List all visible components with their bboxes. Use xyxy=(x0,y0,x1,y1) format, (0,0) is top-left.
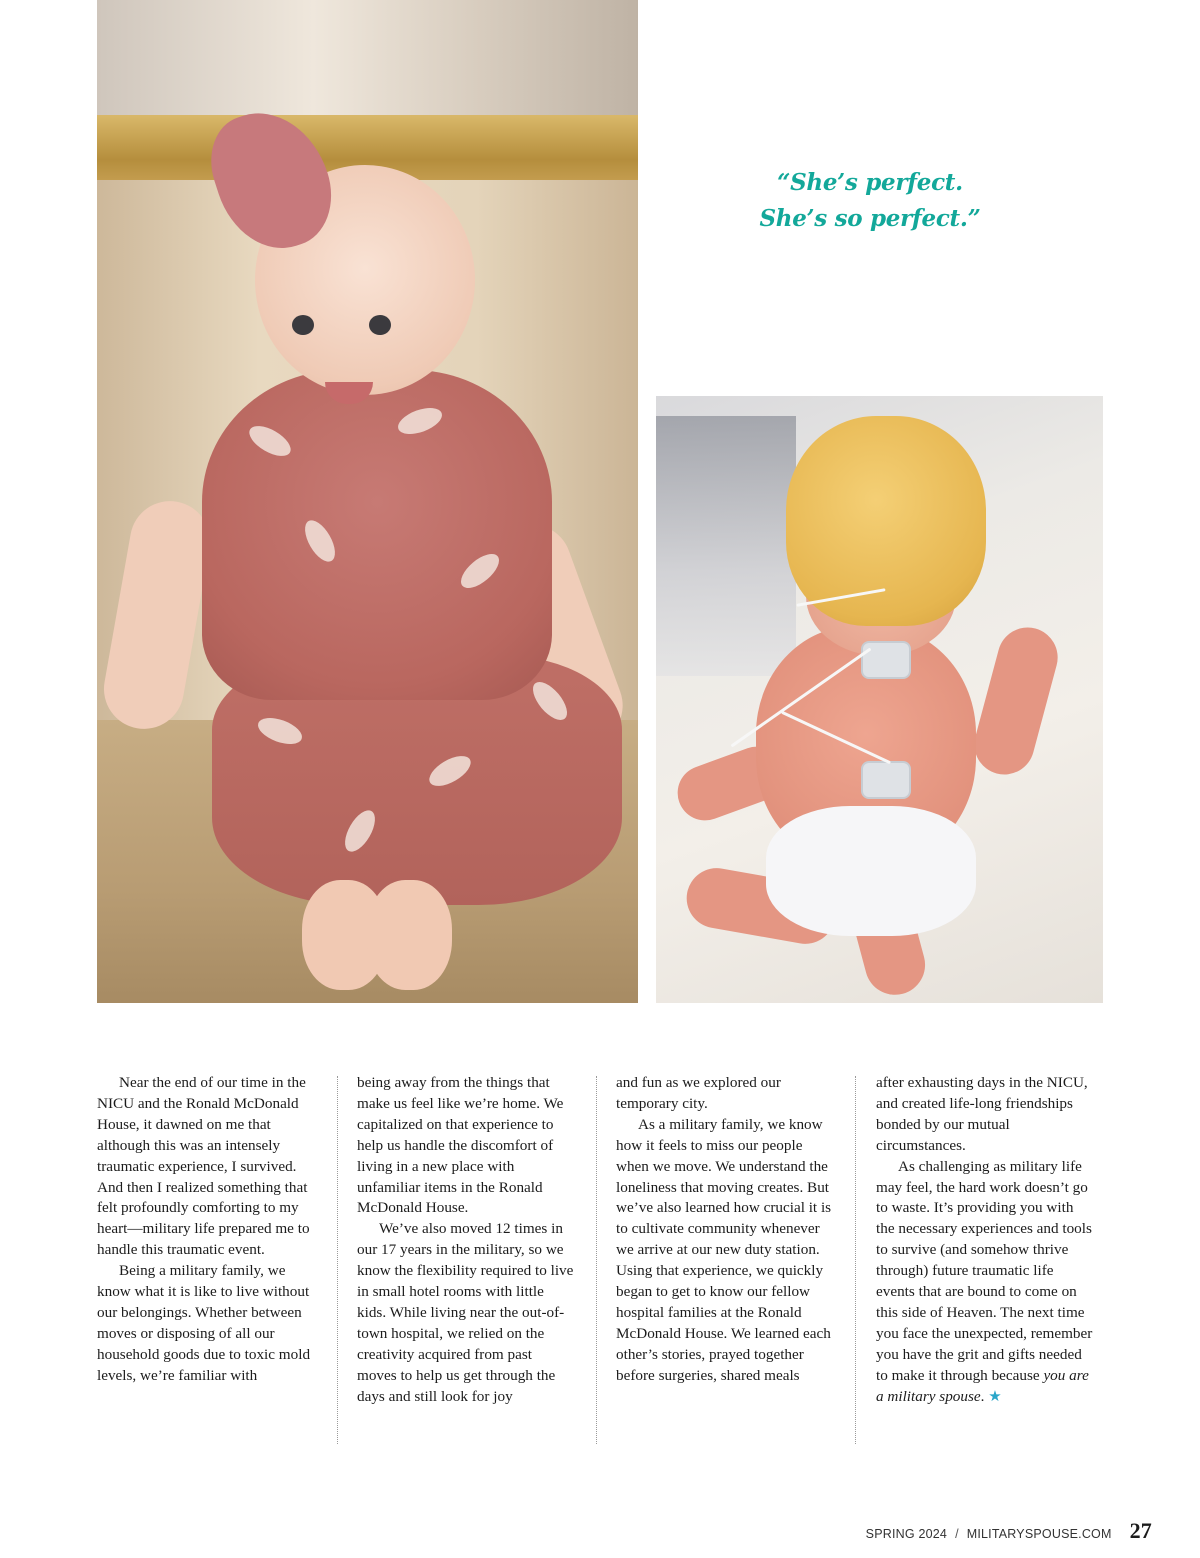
article-paragraph: Near the end of our time in the NICU and the Ronald McDonald House, it dawned on me that although this was an intensely traumatic experience, I survived. And then I realized something that felt profoundly comforting to my heart—military life prepared me to handle this traumatic event. xyxy=(97,1074,310,1259)
footer-separator: / xyxy=(955,1527,959,1541)
issue-label: SPRING 2024 xyxy=(865,1527,948,1541)
column-divider xyxy=(855,1076,856,1444)
pull-quote xyxy=(700,165,1040,237)
end-mark-star-icon: ★ xyxy=(988,1387,1002,1405)
closing-italic-phrase: you are a military spouse xyxy=(876,1366,1089,1405)
closing-period: . xyxy=(980,1387,985,1405)
article-closing-paragraph xyxy=(876,1157,1094,1408)
article-column-1 xyxy=(97,1073,315,1387)
pull-quote-line: She’s so perfect.” xyxy=(759,205,981,232)
photo-smiling-baby-on-sofa xyxy=(97,0,638,1003)
page-number: 27 xyxy=(1129,1518,1152,1543)
article-paragraph-text: As challenging as military life may feel, the hard work doesn’t go to waste. It’s providing you with the necessary experiences and tools to survive (and somehow thrive through) future traumatic life events that are bound to come on this side of Heaven. The next time you face the unexpected, remember you have the grit and gifts needed to make it through because xyxy=(876,1157,1093,1384)
article-column-3 xyxy=(616,1073,834,1387)
column-divider xyxy=(596,1076,597,1444)
article-paragraph: and fun as we explored our temporary city. xyxy=(616,1074,781,1112)
site-url: MILITARYSPOUSE.COM xyxy=(966,1527,1112,1541)
article-paragraph: We’ve also moved 12 times in our 17 years in the military, so we know the flexibility required to live in small hotel rooms with little kids. While living near the out-of-town hospital, we relied on the creativity acquired from past moves to help us get through the days and still look for joy xyxy=(357,1220,574,1405)
article-column-4 xyxy=(876,1073,1094,1408)
column-divider xyxy=(337,1076,338,1444)
article-paragraph: As a military family, we know how it feels to miss our people when we move. We understand the loneliness that moving creates. But we’ve also learned how crucial it is to cultivate community whenever we arrive at our new duty station. Using that experience, we quickly began to get to know our fellow hospital families at the Ronald McDonald House. We learned each other’s stories, prayed together before surgeries, shared meals xyxy=(616,1115,832,1384)
page-footer xyxy=(866,1518,1152,1544)
article-column-2 xyxy=(357,1073,575,1408)
pull-quote-line: “She’s perfect. xyxy=(777,169,963,196)
article-paragraph: after exhausting days in the NICU, and created life-long friendships bonded by our mutual circumstances. xyxy=(876,1074,1088,1154)
article-paragraph: Being a military family, we know what it is like to live without our belongings. Whether between moves or disposing of all our household goods due to toxic mold levels, we’re familiar with xyxy=(97,1262,311,1384)
article-paragraph: being away from the things that make us feel like we’re home. We capitalized on that experience to help us handle the discomfort of living in a new place with unfamiliar items in the Ronald McDonald House. xyxy=(357,1074,564,1217)
photo-newborn-in-nicu xyxy=(656,396,1103,1003)
